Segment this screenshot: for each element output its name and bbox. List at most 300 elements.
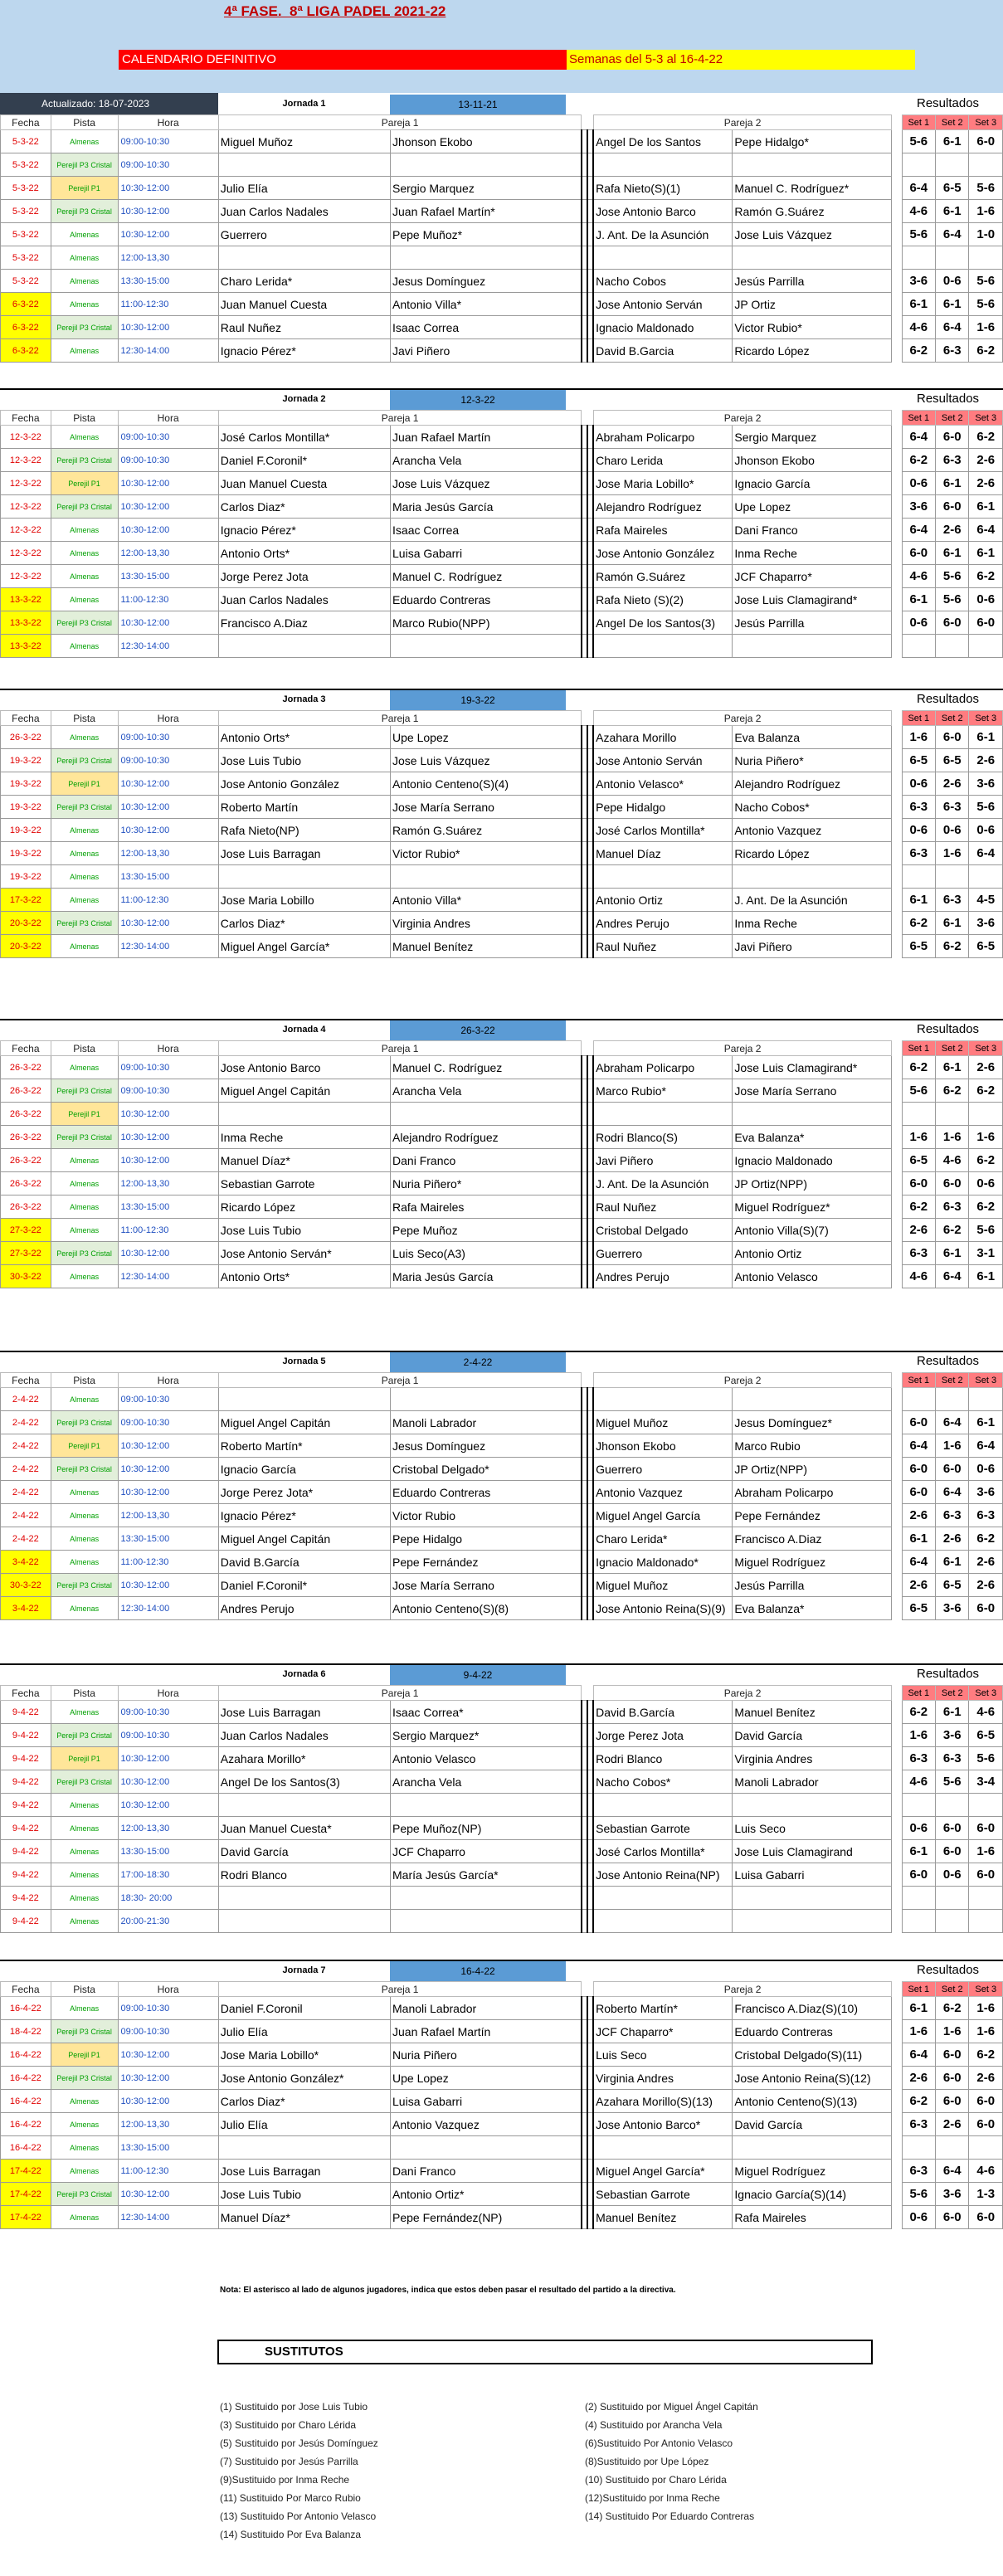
col-header-fecha: Fecha [1, 1686, 51, 1701]
match-date: 2-4-22 [1, 1458, 51, 1481]
set3-score: 1-6 [969, 1840, 1003, 1863]
match-date: 16-4-22 [1, 1997, 51, 2020]
jornada-block [0, 93, 1003, 363]
pair2-player2: Jesús Parrilla [733, 611, 892, 635]
set2-score: 6-1 [936, 912, 969, 935]
match-date: 26-3-22 [1, 1149, 51, 1172]
match-time: 10:30-12:00 [118, 223, 218, 246]
pair1-player2 [391, 246, 582, 270]
set1-score: 1-6 [902, 726, 935, 749]
set3-score: 6-4 [969, 519, 1003, 542]
pair1-player1: Ignacio Pérez* [218, 339, 390, 363]
pair2-player1: Guerrero [593, 1458, 733, 1481]
col-header-pareja2: Pareja 2 [593, 1982, 892, 1997]
match-court: Almenas [51, 1863, 118, 1887]
set2-score: 6-3 [936, 449, 969, 472]
match-row [1, 935, 1003, 958]
jornada-header [0, 388, 1003, 410]
pair1-player2: Antonio Centeno(S)(4) [391, 772, 582, 796]
pair2-player1: José Carlos Montilla* [593, 1840, 733, 1863]
col-header-hora: Hora [118, 1982, 218, 1997]
pair-separator [587, 1794, 593, 1817]
pair2-player2 [733, 2136, 892, 2160]
match-row [1, 1388, 1003, 1411]
spacer [892, 2067, 902, 2090]
spacer [892, 935, 902, 958]
pair2-player2: Jose Luis Clamagirand* [733, 1056, 892, 1079]
set2-score: 1-6 [936, 1434, 969, 1458]
pair2-player2 [733, 246, 892, 270]
pair2-player1 [593, 1388, 733, 1411]
pair-separator [587, 223, 593, 246]
pair-separator [587, 293, 593, 316]
match-row [1, 246, 1003, 270]
jornada-block [0, 1351, 1003, 1620]
set2-score: 5-6 [936, 1770, 969, 1794]
pair1-player2: Luisa Gabarri [391, 542, 582, 565]
pair2-player2: Jesús Parrilla [733, 270, 892, 293]
spacer [892, 339, 902, 363]
pair-separator [587, 1701, 593, 1724]
match-date: 16-4-22 [1, 2043, 51, 2067]
jornada-block [0, 1019, 1003, 1288]
match-time: 12:00-13,30 [118, 1817, 218, 1840]
pair2-player1: David B.García [593, 1701, 733, 1724]
pair1-player1: Francisco A.Diaz [218, 611, 390, 635]
col-header-set3: Set 3 [969, 1686, 1003, 1701]
header [0, 0, 1003, 93]
pair2-player1: J. Ant. De la Asunción [593, 1172, 733, 1195]
match-court: Almenas [51, 293, 118, 316]
pair2-player2 [733, 635, 892, 658]
jornada-date: 26-3-22 [390, 1020, 566, 1040]
set2-score: 4-6 [936, 1149, 969, 1172]
pair-separator [582, 1079, 587, 1103]
set1-score: 6-5 [902, 1597, 935, 1620]
pair1-player1: Jose Antonio Barco [218, 1056, 390, 1079]
pair1-player1: Julio Elía [218, 177, 390, 200]
match-time: 10:30-12:00 [118, 1770, 218, 1794]
set1-score: 6-2 [902, 339, 935, 363]
pair-separator [582, 1527, 587, 1551]
match-court: Perejil P1 [51, 1434, 118, 1458]
pair2-player2: Alejandro Rodríguez [733, 772, 892, 796]
set2-score [936, 1910, 969, 1933]
match-time: 10:30-12:00 [118, 1458, 218, 1481]
col-header-set1: Set 1 [902, 1686, 935, 1701]
pair1-player1: José Carlos Montilla* [218, 426, 390, 449]
pair1-player1: Antonio Orts* [218, 542, 390, 565]
set3-score: 6-0 [969, 1597, 1003, 1620]
match-row [1, 130, 1003, 153]
set1-score: 1-6 [902, 1126, 935, 1149]
match-time: 12:00-13,30 [118, 2113, 218, 2136]
set2-score: 6-3 [936, 339, 969, 363]
pair2-player1: Manuel Díaz [593, 842, 733, 865]
pair-separator [582, 449, 587, 472]
match-table [0, 1981, 1003, 2229]
pair2-player2: David García [733, 1724, 892, 1747]
pair2-player1: Andres Perujo [593, 912, 733, 935]
spacer [892, 726, 902, 749]
pair1-player1: Jose Antonio González [218, 772, 390, 796]
match-time: 13:30-15:00 [118, 1527, 218, 1551]
match-time: 10:30-12:00 [118, 519, 218, 542]
set3-score: 3-6 [969, 772, 1003, 796]
set1-score: 6-2 [902, 912, 935, 935]
pair1-player2 [391, 153, 582, 177]
match-court: Almenas [51, 1388, 118, 1411]
pair1-player2: Sergio Marquez* [391, 1724, 582, 1747]
table-header-row [1, 1041, 1003, 1056]
jornada-header [0, 689, 1003, 710]
set3-score [969, 865, 1003, 889]
match-court: Perejil P1 [51, 772, 118, 796]
match-court: Almenas [51, 1551, 118, 1574]
match-table [0, 114, 1003, 363]
set2-score: 1-6 [936, 2020, 969, 2043]
col-header-set3: Set 3 [969, 411, 1003, 426]
pair2-player1: Jose Maria Lobillo* [593, 472, 733, 495]
pair1-player2 [391, 1388, 582, 1411]
col-header-set1: Set 1 [902, 1373, 935, 1388]
pair2-player1: Azahara Morillo [593, 726, 733, 749]
match-time: 10:30-12:00 [118, 819, 218, 842]
pair-separator [582, 519, 587, 542]
pair2-player2 [733, 865, 892, 889]
spacer [892, 1504, 902, 1527]
set3-score: 6-0 [969, 1863, 1003, 1887]
spacer [892, 635, 902, 658]
match-time: 09:00-10:30 [118, 1056, 218, 1079]
pair2-player2 [733, 1910, 892, 1933]
set1-score: 5-6 [902, 2183, 935, 2206]
match-court: Almenas [51, 1195, 118, 1219]
pair2-player1 [593, 1887, 733, 1910]
match-date: 20-3-22 [1, 935, 51, 958]
set1-score: 6-5 [902, 749, 935, 772]
set1-score [902, 2136, 935, 2160]
match-court: Almenas [51, 1527, 118, 1551]
match-table [0, 1685, 1003, 1933]
pair1-player2: Rafa Maireles [391, 1195, 582, 1219]
pair-separator [582, 2067, 587, 2090]
pair-separator [582, 1265, 587, 1288]
set3-score: 1-6 [969, 1126, 1003, 1149]
match-time: 09:00-10:30 [118, 1388, 218, 1411]
match-court: Almenas [51, 270, 118, 293]
pair-separator [587, 635, 593, 658]
pair2-player1 [593, 2136, 733, 2160]
match-date: 17-3-22 [1, 889, 51, 912]
pair-separator [582, 246, 587, 270]
set1-score: 5-6 [902, 1079, 935, 1103]
footnote: Nota: El asterisco al lado de algunos jugadores, indica que estos deben pasar el resultado del partido a la directiva. [220, 2286, 676, 2295]
pair1-player2: Luisa Gabarri [391, 2090, 582, 2113]
set3-score: 6-1 [969, 1411, 1003, 1434]
match-date: 12-3-22 [1, 449, 51, 472]
set3-score: 6-4 [969, 842, 1003, 865]
match-row [1, 2113, 1003, 2136]
pair2-player1: Rodri Blanco(S) [593, 1126, 733, 1149]
set1-score: 6-2 [902, 1195, 935, 1219]
subs-list [220, 2398, 884, 2544]
pair2-player2: Luis Seco [733, 1817, 892, 1840]
match-row [1, 1597, 1003, 1620]
sub-item: (2) Sustituido por Miguel Ángel Capitán [585, 2401, 758, 2413]
match-date: 19-3-22 [1, 772, 51, 796]
pair2-player2: Ricardo López [733, 339, 892, 363]
match-row [1, 316, 1003, 339]
match-date: 19-3-22 [1, 796, 51, 819]
spacer [892, 200, 902, 223]
pair-separator [582, 1481, 587, 1504]
pair1-player1: Juan Manuel Cuesta* [218, 1817, 390, 1840]
set1-score: 6-0 [902, 1481, 935, 1504]
match-date: 19-3-22 [1, 749, 51, 772]
pair-separator [587, 1574, 593, 1597]
pair1-player2: Marco Rubio(NPP) [391, 611, 582, 635]
pair1-player2 [391, 1910, 582, 1933]
pair-separator [587, 796, 593, 819]
match-date: 26-3-22 [1, 1103, 51, 1126]
pair-separator [582, 1770, 587, 1794]
pair1-player2: Pepe Muñoz [391, 1219, 582, 1242]
pair2-player1: Antonio Velasco* [593, 772, 733, 796]
match-time: 11:00-12:30 [118, 889, 218, 912]
pair1-player1: Daniel F.Coronil* [218, 449, 390, 472]
match-date: 20-3-22 [1, 912, 51, 935]
match-row [1, 1195, 1003, 1219]
match-date: 13-3-22 [1, 588, 51, 611]
pair2-player2: Francisco A.Diaz [733, 1527, 892, 1551]
jornada-block [0, 689, 1003, 958]
match-time: 09:00-10:30 [118, 749, 218, 772]
pair2-player1: Manuel Benítez [593, 2206, 733, 2229]
pair1-player2: Upe Lopez [391, 2067, 582, 2090]
match-row [1, 1701, 1003, 1724]
pair1-player2 [391, 2136, 582, 2160]
results-label: Resultados [917, 1022, 980, 1036]
set1-score: 0-6 [902, 819, 935, 842]
set1-score: 6-4 [902, 1434, 935, 1458]
results-label: Resultados [917, 692, 980, 706]
pair1-player2: Pepe Muñoz* [391, 223, 582, 246]
match-court: Almenas [51, 588, 118, 611]
match-court: Perejil P1 [51, 1747, 118, 1770]
spacer [892, 796, 902, 819]
set1-score: 6-1 [902, 1527, 935, 1551]
pair2-player2: Ignacio Maldonado [733, 1149, 892, 1172]
set2-score [936, 865, 969, 889]
set1-score: 4-6 [902, 1770, 935, 1794]
match-row [1, 749, 1003, 772]
set2-score: 6-0 [936, 2090, 969, 2113]
col-header-fecha: Fecha [1, 1982, 51, 1997]
set1-score [902, 153, 935, 177]
sub-item: (6)Sustituido Por Antonio Velasco [585, 2437, 733, 2449]
match-row [1, 1458, 1003, 1481]
set3-score: 6-0 [969, 2206, 1003, 2229]
pair-separator [587, 1242, 593, 1265]
pair1-player2: Dani Franco [391, 2160, 582, 2183]
pair2-player1: Charo Lerida [593, 449, 733, 472]
pair1-player2: Sergio Marquez [391, 177, 582, 200]
pair1-player2: Jose Luis Vázquez [391, 749, 582, 772]
jornada-name: Jornada 7 [282, 1965, 326, 1975]
pair1-player2: Arancha Vela [391, 1079, 582, 1103]
match-row [1, 449, 1003, 472]
spacer [892, 1527, 902, 1551]
match-time: 10:30-12:00 [118, 796, 218, 819]
col-header-pista: Pista [51, 411, 118, 426]
pair-separator [582, 2043, 587, 2067]
match-court: Perejil P3 Cristal [51, 1079, 118, 1103]
col-header-pareja1: Pareja 1 [218, 1373, 582, 1388]
pair-separator [582, 293, 587, 316]
set3-score: 3-4 [969, 1770, 1003, 1794]
match-date: 19-3-22 [1, 865, 51, 889]
spacer [892, 912, 902, 935]
pair-separator [582, 796, 587, 819]
set1-score: 0-6 [902, 611, 935, 635]
set3-score: 6-2 [969, 426, 1003, 449]
spacer [892, 2160, 902, 2183]
pair-separator [587, 1481, 593, 1504]
set2-score: 0-6 [936, 270, 969, 293]
pair1-player1: David García [218, 1840, 390, 1863]
match-row [1, 842, 1003, 865]
set2-score: 2-6 [936, 1527, 969, 1551]
pair1-player2: Arancha Vela [391, 1770, 582, 1794]
set1-score: 6-4 [902, 426, 935, 449]
match-court: Almenas [51, 542, 118, 565]
set1-score: 2-6 [902, 1219, 935, 1242]
spacer [892, 2206, 902, 2229]
pair1-player2: Alejandro Rodríguez [391, 1126, 582, 1149]
pair2-player2: Antonio Centeno(S)(13) [733, 2090, 892, 2113]
spacer [892, 449, 902, 472]
pair2-player2: JCF Chaparro* [733, 565, 892, 588]
pair1-player2: Juan Rafael Martín [391, 2020, 582, 2043]
set1-score: 3-6 [902, 495, 935, 519]
pair1-player2: Arancha Vela [391, 449, 582, 472]
match-date: 26-3-22 [1, 1079, 51, 1103]
match-date: 18-4-22 [1, 2020, 51, 2043]
set2-score [936, 1388, 969, 1411]
match-time: 10:30-12:00 [118, 472, 218, 495]
pair2-player1: Alejandro Rodríguez [593, 495, 733, 519]
spacer [892, 223, 902, 246]
spacer [892, 611, 902, 635]
match-time: 09:00-10:30 [118, 1411, 218, 1434]
pair2-player2: Pepe Fernández [733, 1504, 892, 1527]
pair1-player1: Sebastian Garrote [218, 1172, 390, 1195]
pair2-player1: Jose Antonio Reina(NP) [593, 1863, 733, 1887]
pair-separator [582, 1056, 587, 1079]
pair2-player2: JP Ortiz [733, 293, 892, 316]
jornada-block [0, 388, 1003, 658]
set3-score: 6-1 [969, 1265, 1003, 1288]
pair-separator [582, 1724, 587, 1747]
pair2-player2: Sergio Marquez [733, 426, 892, 449]
set1-score [902, 1887, 935, 1910]
set1-score [902, 1103, 935, 1126]
spacer [892, 426, 902, 449]
jornada-name: Jornada 1 [282, 99, 326, 109]
pair1-player2 [391, 1794, 582, 1817]
pair1-player1: David B.García [218, 1551, 390, 1574]
spacer [892, 1686, 902, 1701]
pair2-player2: Eva Balanza* [733, 1126, 892, 1149]
col-header-pareja2: Pareja 2 [593, 411, 892, 426]
col-header-pareja1: Pareja 1 [218, 1982, 582, 1997]
pair2-player2: Ricardo López [733, 842, 892, 865]
match-court: Almenas [51, 1149, 118, 1172]
pair-separator [587, 1770, 593, 1794]
pair-separator [587, 1527, 593, 1551]
pair1-player2 [391, 865, 582, 889]
pair-separator [582, 889, 587, 912]
match-court: Almenas [51, 1997, 118, 2020]
pair1-player1: Juan Carlos Nadales [218, 200, 390, 223]
col-header-set2: Set 2 [936, 1041, 969, 1056]
spacer [892, 1195, 902, 1219]
match-date: 5-3-22 [1, 246, 51, 270]
match-row [1, 588, 1003, 611]
match-date: 16-4-22 [1, 2113, 51, 2136]
match-court: Perejil P3 Cristal [51, 153, 118, 177]
set2-score: 6-3 [936, 1747, 969, 1770]
set1-score: 5-6 [902, 223, 935, 246]
set3-score: 6-2 [969, 2043, 1003, 2067]
set1-score: 6-1 [902, 588, 935, 611]
match-court: Perejil P3 Cristal [51, 1458, 118, 1481]
match-date: 9-4-22 [1, 1747, 51, 1770]
pair1-player1: Manuel Díaz* [218, 1149, 390, 1172]
pair-separator [587, 1103, 593, 1126]
match-row [1, 2160, 1003, 2183]
match-time: 11:00-12:30 [118, 293, 218, 316]
pair1-player2: Juan Rafael Martín [391, 426, 582, 449]
set3-score: 5-6 [969, 293, 1003, 316]
match-time: 10:30-12:00 [118, 1103, 218, 1126]
pair-separator [587, 726, 593, 749]
set3-score [969, 635, 1003, 658]
pair1-player2: Manuel Benítez [391, 935, 582, 958]
match-date: 5-3-22 [1, 223, 51, 246]
match-row [1, 1840, 1003, 1863]
set3-score [969, 1910, 1003, 1933]
match-row [1, 2136, 1003, 2160]
pair1-player2: Antonio Ortiz* [391, 2183, 582, 2206]
sub-item: (1) Sustituido por Jose Luis Tubio [220, 2401, 368, 2413]
match-row [1, 2206, 1003, 2229]
spacer [892, 865, 902, 889]
pair-separator [587, 1840, 593, 1863]
match-row [1, 912, 1003, 935]
pair2-player2: JP Ortiz(NPP) [733, 1458, 892, 1481]
set3-score: 6-4 [969, 1434, 1003, 1458]
col-header-pista: Pista [51, 1686, 118, 1701]
col-header-pareja1: Pareja 1 [218, 1041, 582, 1056]
match-date: 9-4-22 [1, 1887, 51, 1910]
pair-separator [587, 1551, 593, 1574]
pair-separator [582, 153, 587, 177]
set3-score: 0-6 [969, 1172, 1003, 1195]
match-date: 26-3-22 [1, 726, 51, 749]
pair1-player2: María Jesús García* [391, 1863, 582, 1887]
